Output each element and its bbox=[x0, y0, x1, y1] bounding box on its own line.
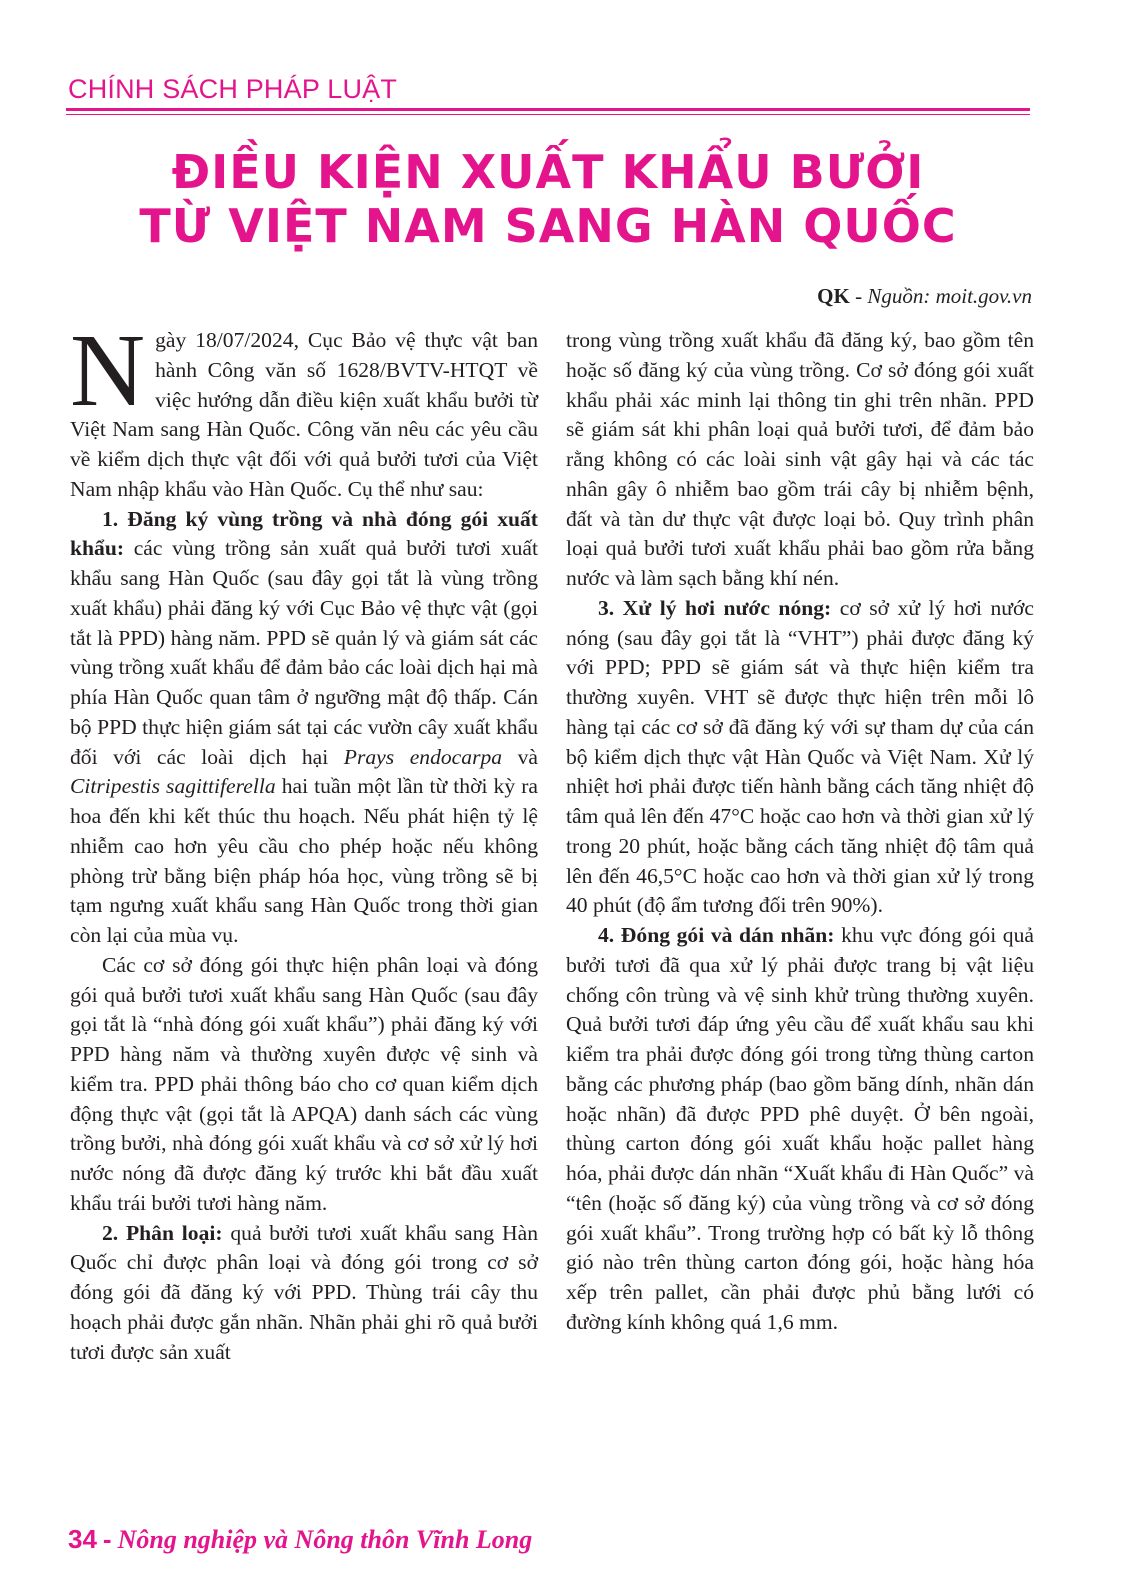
section-label: CHÍNH SÁCH PHÁP LUẬT bbox=[68, 74, 398, 104]
intro-text: gày 18/07/2024, Cục Bảo vệ thực vật ban hành Công văn số 1628/BVTV-HTQT về việc hướng dẫn điều kiện xuất khẩu bưởi từ Việt Nam sang Hàn Quốc. Công văn nêu các yêu cầu về kiểm dịch thực vật đối với quả bưởi tươi của Việt Nam nhập khẩu vào Hàn Quốc. Cụ thể như sau: bbox=[70, 328, 538, 501]
section-1-text-b: và bbox=[502, 744, 538, 769]
section-4-text: khu vực đóng gói quả bưởi tươi đã qua xử lý phải được trang bị vật liệu chống côn trùng và vệ sinh khử trùng thường xuyên. Quả bưởi tươi đáp ứng yêu cầu để xuất khẩu sau khi kiểm tra phải được đóng gói trong từng thùng carton bằng các phương pháp (bao gồm băng dính, nhãn dán hoặc nhãn) đã được PPD phê duyệt. Ở bên ngoài, thùng carton đóng gói xuất khẩu hoặc pallet hàng hóa, phải được dán nhãn “Xuất khẩu đi Hàn Quốc” và “tên (hoặc số đăng ký) của vùng trồng và cơ sở đóng gói xuất khẩu”. Trong trường hợp có bất kỳ lỗ thông gió nào trên thùng carton đóng gói, hoặc hàng hóa xếp trên pallet, cần phải được phủ bằng lưới có đường kính không quá 1,6 mm. bbox=[566, 923, 1034, 1334]
section-1-text-c: hai tuần một lần từ thời kỳ ra hoa đến khi kết thúc thu hoạch. Nếu phát hiện tỷ lệ nhiễm cao hơn yêu cầu cho phép hoặc nếu không phòng trừ bằng biện pháp hóa học, vùng trồng sẽ bị tạm ngưng xuất khẩu sang Hàn Quốc trong thời gian còn lại của mùa vụ. bbox=[70, 774, 538, 947]
byline-source: Nguồn: moit.gov.vn bbox=[867, 284, 1032, 308]
section-1-paragraph bbox=[70, 505, 538, 951]
header-rule-thick bbox=[66, 108, 1030, 111]
byline-separator: - bbox=[849, 284, 868, 308]
intro-paragraph bbox=[70, 313, 538, 505]
packing-paragraph: Các cơ sở đóng gói thực hiện phân loại và đóng gói quả bưởi tươi xuất khẩu sang Hàn Quốc (sau đây gọi tắt là “nhà đóng gói xuất khẩu”) phải đăng ký với PPD hàng năm và thường xuyên được vệ sinh và kiểm tra. PPD phải thông báo cho cơ quan kiểm dịch động thực vật (gọi tắt là APQA) danh sách các vùng trồng bưởi, nhà đóng gói xuất khẩu và cơ sở xử lý hơi nước nóng đã được đăng ký trước khi bắt đầu xuất khẩu trái bưởi tươi hàng năm. bbox=[70, 952, 538, 1215]
byline-author: QK bbox=[817, 284, 850, 308]
section-1-text-a: các vùng trồng sản xuất quả bưởi tươi xuất khẩu sang Hàn Quốc (sau đây gọi tắt là vùng trồng xuất khẩu) phải đăng ký với Cục Bảo vệ thực vật (gọi tắt là PPD) hàng năm. PPD sẽ quản lý và giám sát các vùng trồng xuất khẩu để đảm bảo các loài dịch hại mà phía Hàn Quốc quan tâm ở ngưỡng mật độ thấp. Cán bộ PPD thực hiện giám sát tại các vườn cây xuất khẩu đối với các loài dịch hại bbox=[70, 536, 538, 769]
section-2-paragraph bbox=[70, 1219, 538, 1368]
section-2-heading: 2. Phân loại: bbox=[102, 1220, 223, 1245]
species-citripestis: Citripestis sagittiferella bbox=[70, 774, 276, 799]
section-2-continued: trong vùng trồng xuất khẩu đã đăng ký, bao gồm tên hoặc số đăng ký của vùng trồng. Cơ sở đóng gói xuất khẩu phải xác minh lại thông tin ghi trên nhãn. PPD sẽ giám sát khi phân loại quả bưởi tươi, để đảm bảo rằng không có các loài sinh vật gây hại và các tác nhân gây ô nhiễm bao gồm trái cây bị nhiễm bệnh, đất và tàn dư thực vật được loại bỏ. Quy trình phân loại quả bưởi tươi xuất khẩu phải bao gồm rửa bằng nước và làm sạch bằng khí nén. bbox=[566, 328, 1034, 590]
header-rule-thin bbox=[66, 114, 1030, 115]
section-3-paragraph bbox=[566, 594, 1034, 921]
section-3-text: cơ sở xử lý hơi nước nóng (sau đây gọi tắt là “VHT”) phải được đăng ký với PPD; PPD sẽ giám sát và thực hiện kiểm tra thường xuyên. VHT sẽ được thực hiện trên mỗi lô hàng tại các cơ sở đã đăng ký với sự tham dự của cán bộ kiểm dịch thực vật Hàn Quốc và Việt Nam. Xử lý nhiệt hơi phải được tiến hành bằng cách tăng nhiệt độ tâm quả lên đến 47°C hoặc cao hơn và thời gian xử lý trong 20 phút, hoặc bằng cách tăng nhiệt độ tâm quả lên đến 46,5°C hoặc cao hơn và thời gian xử lý trong 40 phút (độ ẩm tương đối trên 90%). bbox=[566, 595, 1034, 918]
page-footer bbox=[68, 1524, 532, 1555]
article-title-line-2: TỪ VIỆT NAM SANG HÀN QUỐC bbox=[139, 199, 957, 253]
footer-dash: - bbox=[102, 1524, 112, 1554]
section-2-text: quả bưởi tươi xuất khẩu sang Hàn Quốc chỉ được phân loại và đóng gói trong cơ sở đóng gói đã đăng ký với PPD. Thùng trái cây thu hoạch phải được gắn nhãn. Nhãn phải ghi rõ quả bưởi tươi được sản xuất bbox=[70, 1220, 538, 1364]
article-title-line-1: ĐIỀU KIỆN XUẤT KHẨU BƯỞI bbox=[171, 145, 925, 199]
article-body bbox=[70, 313, 538, 1367]
species-prays: Prays endocarpa bbox=[343, 744, 503, 769]
drop-cap: N bbox=[70, 313, 146, 428]
page-number: 34 bbox=[68, 1524, 97, 1554]
article-body-continued bbox=[566, 326, 1034, 1338]
section-1-heading: 1. Đăng ký vùng trồng và nhà đóng gói xuất khẩu: bbox=[70, 506, 538, 561]
byline bbox=[817, 284, 1032, 309]
section-4-paragraph bbox=[566, 921, 1034, 1338]
section-4-heading: 4. Đóng gói và dán nhãn: bbox=[598, 923, 835, 947]
magazine-name: Nông nghiệp và Nông thôn Vĩnh Long bbox=[117, 1525, 533, 1554]
section-3-heading: 3. Xử lý hơi nước nóng: bbox=[598, 595, 832, 620]
